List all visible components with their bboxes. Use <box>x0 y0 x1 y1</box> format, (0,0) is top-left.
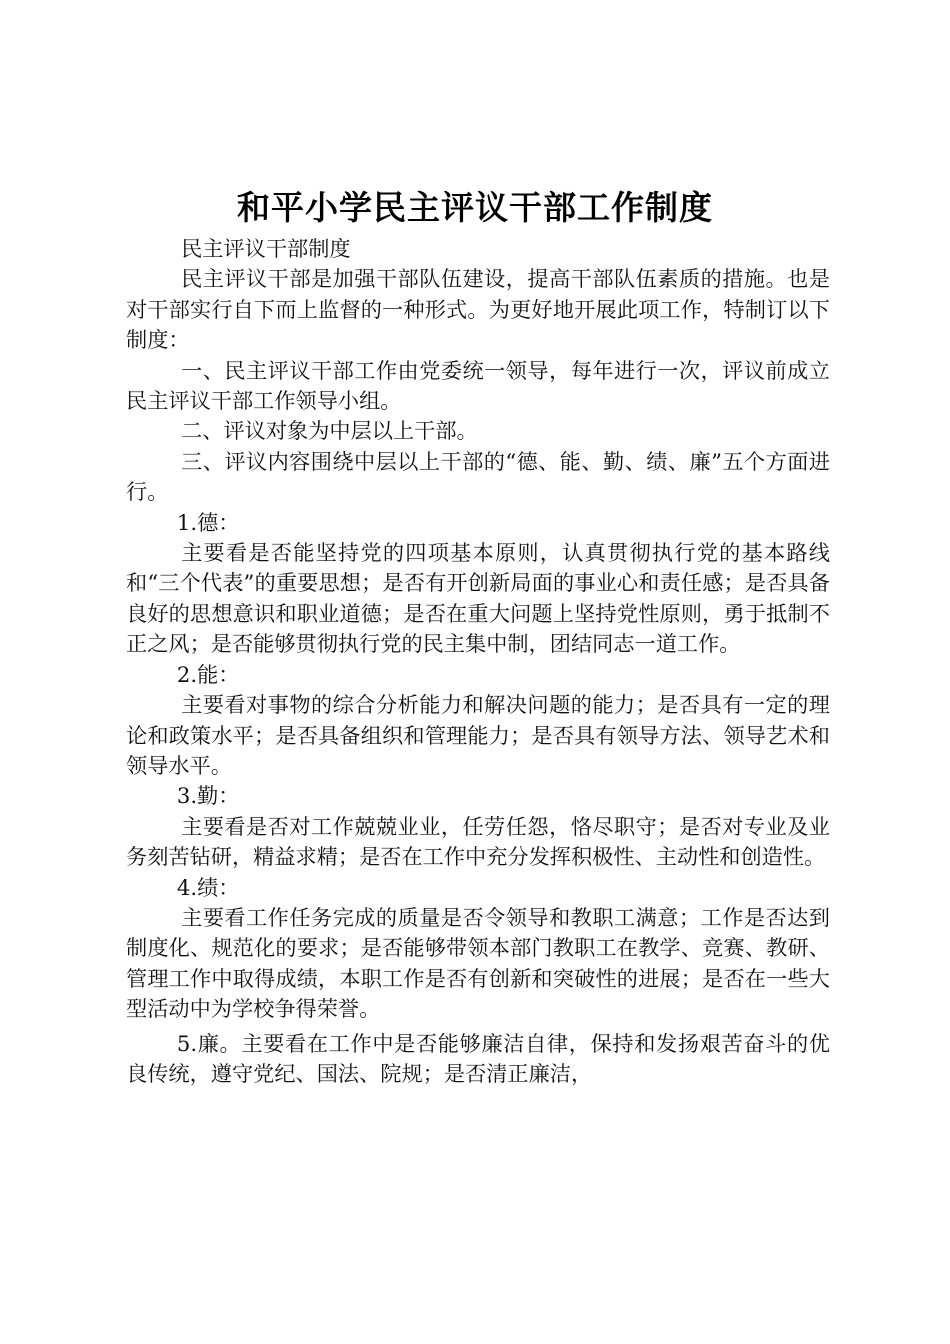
item-text-qin: 主要看是否对工作兢兢业业，任劳任怨，恪尽职守；是否对专业及业务刻苦钻研，精益求精；是否在工作中充分发挥积极性、主动性和创造性。 <box>126 813 830 870</box>
paragraph-rule-2: 二、评议对象为中层以上干部。 <box>181 418 478 444</box>
item-text-ji: 主要看工作任务完成的质量是否令领导和教职工满意；工作是否达到制度化、规范化的要求；是否能够带领本部门教职工在教学、竞赛、教研、管理工作中取得成绩，本职工作是否有创新和突破性的进展；是否在一些大型活动中为学校争得荣誉。 <box>126 904 830 1022</box>
item-heading-neng: 2.能： <box>176 661 240 687</box>
item-text-de: 主要看是否能坚持党的四项基本原则，认真贯彻执行党的基本路线和“三个代表”的重要思想；是否有开创新局面的事业心和责任感；是否具备良好的思想意识和职业道德；是否在重大问题上坚持党性原则，勇于抵制不正之风；是否能够贯彻执行党的民主集中制，团结同志一道工作。 <box>126 540 830 657</box>
document-body <box>126 234 830 1089</box>
paragraph-intro: 民主评议干部是加强干部队伍建设，提高干部队伍素质的措施。也是对干部实行自下而上监督的一种形式。为更好地开展此项工作，特制订以下制度： <box>126 266 830 353</box>
paragraph-heading: 民主评议干部制度 <box>181 236 351 261</box>
paragraph-rule-1: 一、民主评议干部工作由党委统一领导，每年进行一次，评议前成立民主评议干部工作领导小组。 <box>126 357 830 414</box>
paragraph-rule-3: 三、评议内容围绕中层以上干部的“德、能、勤、绩、廉”五个方面进行。 <box>126 448 830 505</box>
item-text-lian: 5.廉。主要看在工作中是否能够廉洁自律，保持和发扬艰苦奋斗的优良传统，遵守党纪、国法、院规；是否清正廉洁， <box>126 1030 830 1086</box>
item-heading-de: 1.德： <box>176 509 240 535</box>
document-title: 和平小学民主评议干部工作制度 <box>237 188 713 227</box>
item-text-neng: 主要看对事物的综合分析能力和解决问题的能力；是否具有一定的理论和政策水平；是否具备组织和管理能力；是否具有领导方法、领导艺术和领导水平。 <box>126 692 830 778</box>
item-heading-ji: 4.绩： <box>176 874 240 900</box>
item-heading-qin: 3.勤： <box>176 783 240 809</box>
